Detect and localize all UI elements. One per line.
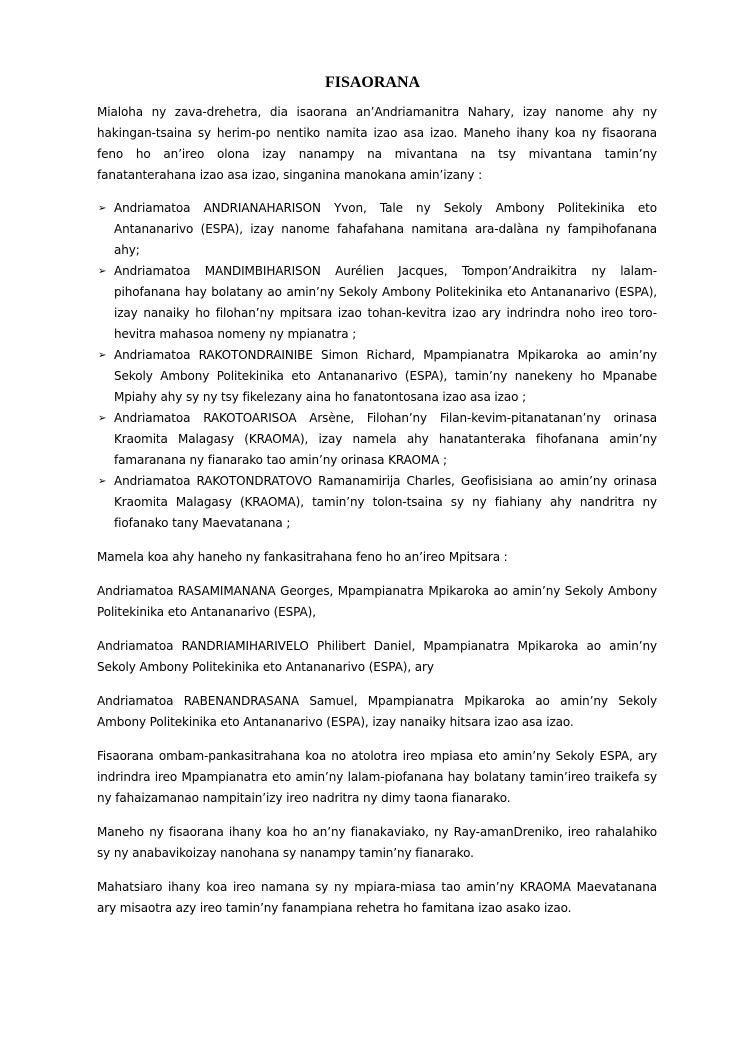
list-item-text: Andriamatoa RAKOTOARISOA Arsène, Filohan’ny Filan-kevim-pitanatanan’ny orinasa Kraomita Malagasy (KRAOMA), izay namela ahy hanatanteraka fihofanana amin’ny famaranana ny fianarako tao amin’ny orinasa KRAOMA ; — [114, 411, 657, 467]
list-item — [97, 345, 657, 408]
closing-paragraph: Mahatsiaro ihany koa ireo namana sy ny mpiara-miasa tao amin’ny KRAOMA Maevatanana ary misaotra azy ireo tamin’ny fanampiana rehetra ho famitana izao asako izao. — [97, 880, 657, 915]
closing-paragraph: Fisaorana ombam-pankasitrahana koa no atolotra ireo mpiasa eto amin’ny Sekoly ESPA, ary indrindra ireo Mpampianatra eto amin’ny lalam-piofanana hay bolatany tamin’ireo traikefa sy ny fahaizamanao nampitain’izy ireo nadritra ny dimy taona fianarako. — [97, 749, 657, 805]
jury-paragraph: Andriamatoa RANDRIAMIHARIVELO Philibert Daniel, Mpampianatra Mpikaroka ao amin’ny Sekoly Ambony Politekinika eto Antananarivo (ESPA), ary — [97, 639, 657, 674]
acknowledgement-list — [97, 198, 657, 534]
document-body — [97, 102, 657, 919]
list-item-text: Andriamatoa RAKOTONDRAINIBE Simon Richard, Mpampianatra Mpikaroka ao amin’ny Sekoly Ambony Politekinika eto Antananarivo (ESPA), tamin’ny nanekeny ho Mpanabe Mpiahy ahy sy ny tsy fikelezany aina ho fanatontosana izao asa izao ; — [114, 348, 657, 404]
list-item — [97, 198, 657, 261]
list-item-text: Andriamatoa ANDRIANAHARISON Yvon, Tale ny Sekoly Ambony Politekinika eto Antananarivo (ESPA), izay nanome fahafahana namitana ara-dalàna ny fampihofanana ahy; — [114, 201, 657, 257]
list-item — [97, 261, 657, 345]
jury-paragraph: Andriamatoa RASAMIMANANA Georges, Mpampianatra Mpikaroka ao amin’ny Sekoly Ambony Politekinika eto Antananarivo (ESPA), — [97, 584, 657, 619]
list-item-text: Andriamatoa RAKOTONDRATOVO Ramanamirija Charles, Geofisisiana ao amin’ny orinasa Kraomita Malagasy (KRAOMA), tamin’ny tolon-tsaina sy ny fiahiany ahy nandritra ny fiofanako tany Maevatanana ; — [114, 474, 657, 530]
list-item-text: Andriamatoa MANDIMBIHARISON Aurélien Jacques, Tompon’Andraikitra ny lalam-pihofanana hay bolatany ao amin’ny Sekoly Ambony Politekinika eto Antananarivo (ESPA), izay nanaiky ho filohan’ny mpitsara izao tohan-kevitra izao ary indrindra noho ireo toro-hevitra mahasoa nomeny ny mpianatra ; — [114, 264, 657, 341]
list-item — [97, 471, 657, 534]
arrow-bullet-icon: ➢ — [98, 350, 107, 361]
list-item — [97, 408, 657, 471]
jury-intro-paragraph: Mamela koa ahy haneho ny fankasitrahana feno ho an’ireo Mpitsara : — [97, 550, 508, 564]
intro-paragraph: Mialoha ny zava-drehetra, dia isaorana an’Andriamanitra Nahary, izay nanome ahy ny hakingan-tsaina sy herim-po nentiko namita izao asa izao. Maneho ihany koa ny fisaorana feno ho an’ireo olona izay nanampy na mivantana na tsy mivantana tamin’ny fanatanterahana izao asa izao, singanina manokana amin’izany : — [97, 105, 657, 182]
arrow-bullet-icon: ➢ — [98, 476, 107, 487]
arrow-bullet-icon: ➢ — [98, 203, 107, 214]
arrow-bullet-icon: ➢ — [98, 413, 107, 424]
page-title: FISAORANA — [324, 74, 421, 91]
jury-paragraph: Andriamatoa RABENANDRASANA Samuel, Mpampianatra Mpikaroka ao amin’ny Sekoly Ambony Politekinika eto Antananarivo (ESPA), izay nanaiky hitsara izao asa izao. — [97, 694, 657, 729]
arrow-bullet-icon: ➢ — [98, 266, 107, 277]
closing-paragraph: Maneho ny fisaorana ihany koa ho an’ny fianakaviako, ny Ray-amanDreniko, ireo rahalahiko sy ny anabavikoizay nanohana sy nanampy tamin’ny fianarako. — [97, 825, 657, 860]
